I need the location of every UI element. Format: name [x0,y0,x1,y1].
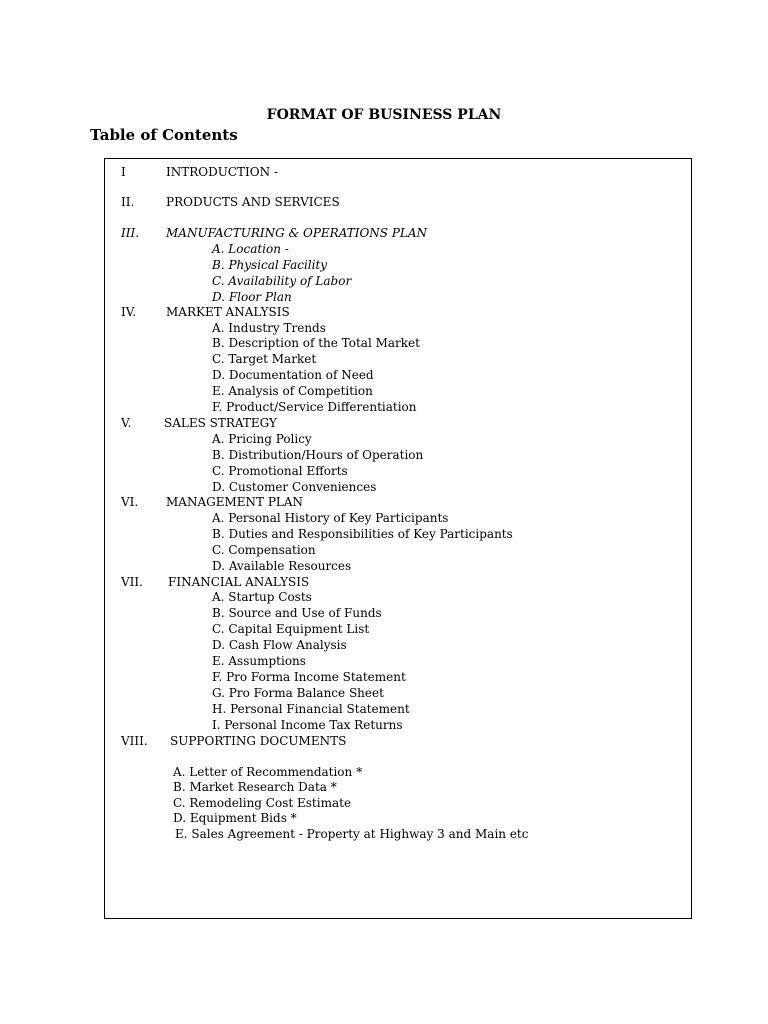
section-number: I [121,165,126,179]
section-number: III. [121,226,140,240]
section-number: IV. [121,305,137,319]
section-title: FINANCIAL ANALYSIS [168,575,310,589]
section-number: II. [121,195,135,209]
section-number: VIII. [121,734,148,748]
section-title: MANUFACTURING & OPERATIONS PLAN [166,226,428,240]
section-title: SALES STRATEGY [164,416,277,430]
toc-heading: Table of Contents [90,126,238,144]
section-title: INTRODUCTION - [166,165,278,179]
section-title: MANAGEMENT PLAN [166,495,304,509]
section-title: SUPPORTING DOCUMENTS [170,734,347,748]
section-title: MARKET ANALYSIS [166,305,290,319]
section-title: PRODUCTS AND SERVICES [166,195,340,209]
section-number: VII. [121,575,143,589]
document-title: FORMAT OF BUSINESS PLAN [266,107,502,123]
section-number: VI. [121,495,139,509]
section-number: V. [121,416,132,430]
